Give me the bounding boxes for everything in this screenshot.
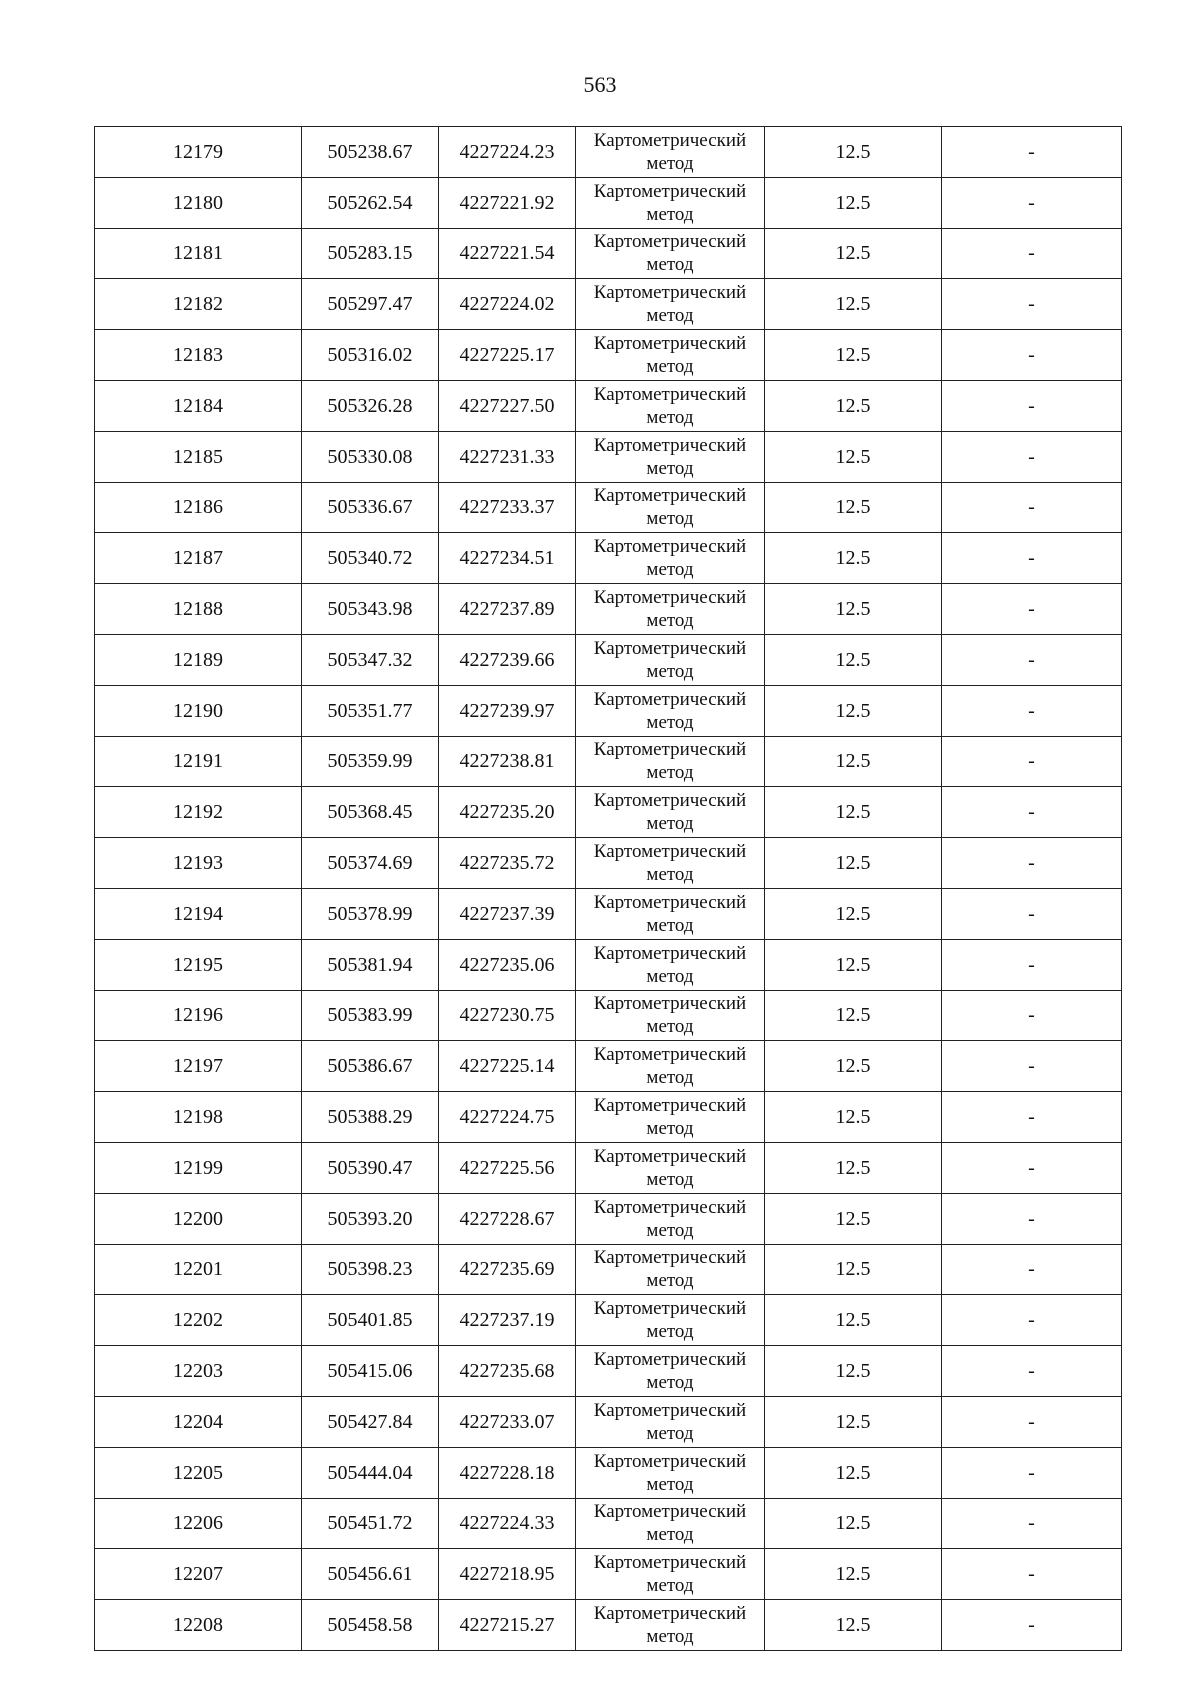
x-coordinate-cell: 505340.72: [302, 533, 439, 584]
method-line-1: Картометрический: [593, 1501, 747, 1523]
method-line-1: Картометрический: [593, 383, 747, 405]
accuracy-cell: 12.5: [765, 127, 942, 178]
point-number-cell: 12183: [95, 330, 302, 381]
table-row: [95, 1041, 1122, 1092]
method-line-2: метод: [646, 711, 694, 733]
point-number-cell: 12179: [95, 127, 302, 178]
method-cell: [576, 1244, 765, 1295]
y-coordinate-cell: 4227234.51: [439, 533, 576, 584]
table-row: [95, 838, 1122, 889]
y-coordinate-cell: 4227225.14: [439, 1041, 576, 1092]
method-line-1: Картометрический: [593, 1552, 747, 1574]
y-coordinate-cell: 4227238.81: [439, 736, 576, 787]
method-cell: [576, 177, 765, 228]
x-coordinate-cell: 505388.29: [302, 1092, 439, 1143]
method-line-1: Картометрический: [593, 485, 747, 507]
x-coordinate-cell: 505381.94: [302, 939, 439, 990]
accuracy-cell: 12.5: [765, 1142, 942, 1193]
method-line-2: метод: [646, 914, 694, 936]
x-coordinate-cell: 505326.28: [302, 380, 439, 431]
note-cell: -: [942, 127, 1122, 178]
note-cell: -: [942, 1244, 1122, 1295]
note-cell: -: [942, 1396, 1122, 1447]
point-number-cell: 12201: [95, 1244, 302, 1295]
x-coordinate-cell: 505330.08: [302, 431, 439, 482]
method-line-2: метод: [646, 254, 694, 276]
accuracy-cell: 12.5: [765, 1041, 942, 1092]
note-cell: -: [942, 1041, 1122, 1092]
method-cell: [576, 1295, 765, 1346]
table-row: [95, 279, 1122, 330]
accuracy-cell: 12.5: [765, 584, 942, 635]
y-coordinate-cell: 4227239.66: [439, 634, 576, 685]
accuracy-cell: 12.5: [765, 1193, 942, 1244]
table-row: [95, 228, 1122, 279]
point-number-cell: 12197: [95, 1041, 302, 1092]
method-line-2: метод: [646, 1118, 694, 1140]
method-line-2: метод: [646, 559, 694, 581]
table-row: [95, 380, 1122, 431]
table-row: [95, 736, 1122, 787]
method-cell: [576, 1396, 765, 1447]
method-cell: [576, 1041, 765, 1092]
method-line-1: Картометрический: [593, 1095, 747, 1117]
point-number-cell: 12188: [95, 584, 302, 635]
x-coordinate-cell: 505444.04: [302, 1447, 439, 1498]
y-coordinate-cell: 4227218.95: [439, 1549, 576, 1600]
y-coordinate-cell: 4227227.50: [439, 380, 576, 431]
method-cell: [576, 1092, 765, 1143]
y-coordinate-cell: 4227237.89: [439, 584, 576, 635]
x-coordinate-cell: 505398.23: [302, 1244, 439, 1295]
y-coordinate-cell: 4227237.39: [439, 888, 576, 939]
accuracy-cell: 12.5: [765, 990, 942, 1041]
method-cell: [576, 685, 765, 736]
point-number-cell: 12181: [95, 228, 302, 279]
accuracy-cell: 12.5: [765, 1396, 942, 1447]
y-coordinate-cell: 4227235.72: [439, 838, 576, 889]
method-line-1: Картометрический: [593, 891, 747, 913]
table-row: [95, 634, 1122, 685]
method-cell: [576, 330, 765, 381]
x-coordinate-cell: 505458.58: [302, 1600, 439, 1651]
point-number-cell: 12191: [95, 736, 302, 787]
note-cell: -: [942, 1549, 1122, 1600]
y-coordinate-cell: 4227224.33: [439, 1498, 576, 1549]
point-number-cell: 12205: [95, 1447, 302, 1498]
x-coordinate-cell: 505427.84: [302, 1396, 439, 1447]
method-cell: [576, 1193, 765, 1244]
note-cell: -: [942, 736, 1122, 787]
x-coordinate-cell: 505415.06: [302, 1346, 439, 1397]
accuracy-cell: 12.5: [765, 939, 942, 990]
x-coordinate-cell: 505393.20: [302, 1193, 439, 1244]
point-number-cell: 12196: [95, 990, 302, 1041]
y-coordinate-cell: 4227237.19: [439, 1295, 576, 1346]
method-line-1: Картометрический: [593, 1145, 747, 1167]
note-cell: -: [942, 177, 1122, 228]
table-row: [95, 1092, 1122, 1143]
method-line-1: Картометрический: [593, 1603, 747, 1624]
note-cell: -: [942, 279, 1122, 330]
y-coordinate-cell: 4227228.67: [439, 1193, 576, 1244]
note-cell: -: [942, 1092, 1122, 1143]
table-row: [95, 787, 1122, 838]
note-cell: -: [942, 228, 1122, 279]
accuracy-cell: 12.5: [765, 1092, 942, 1143]
method-cell: [576, 279, 765, 330]
table-row: [95, 1295, 1122, 1346]
point-number-cell: 12192: [95, 787, 302, 838]
method-line-2: метод: [646, 305, 694, 327]
x-coordinate-cell: 505297.47: [302, 279, 439, 330]
method-line-1: Картометрический: [593, 1349, 747, 1371]
note-cell: -: [942, 939, 1122, 990]
page-number: 563: [583, 72, 617, 97]
y-coordinate-cell: 4227225.56: [439, 1142, 576, 1193]
method-line-1: Картометрический: [593, 637, 747, 659]
method-line-2: метод: [646, 1473, 694, 1495]
point-number-cell: 12187: [95, 533, 302, 584]
method-cell: [576, 939, 765, 990]
note-cell: -: [942, 533, 1122, 584]
note-cell: -: [942, 380, 1122, 431]
y-coordinate-cell: 4227225.17: [439, 330, 576, 381]
accuracy-cell: 12.5: [765, 431, 942, 482]
method-line-1: Картометрический: [593, 129, 747, 151]
x-coordinate-cell: 505316.02: [302, 330, 439, 381]
method-line-2: метод: [646, 203, 694, 225]
note-cell: -: [942, 584, 1122, 635]
x-coordinate-cell: 505283.15: [302, 228, 439, 279]
method-cell: [576, 127, 765, 178]
method-line-2: метод: [646, 610, 694, 632]
y-coordinate-cell: 4227221.54: [439, 228, 576, 279]
y-coordinate-cell: 4227228.18: [439, 1447, 576, 1498]
note-cell: -: [942, 1142, 1122, 1193]
method-line-2: метод: [646, 152, 694, 174]
x-coordinate-cell: 505347.32: [302, 634, 439, 685]
method-cell: [576, 838, 765, 889]
point-number-cell: 12202: [95, 1295, 302, 1346]
note-cell: -: [942, 1193, 1122, 1244]
point-number-cell: 12180: [95, 177, 302, 228]
table-row: [95, 127, 1122, 178]
point-number-cell: 12189: [95, 634, 302, 685]
table-body: [95, 127, 1122, 1651]
table-row: [95, 888, 1122, 939]
table-row: [95, 584, 1122, 635]
method-line-2: метод: [646, 1524, 694, 1546]
method-cell: [576, 787, 765, 838]
method-line-2: метод: [646, 762, 694, 784]
point-number-cell: 12198: [95, 1092, 302, 1143]
method-line-1: Картометрический: [593, 790, 747, 812]
accuracy-cell: 12.5: [765, 1447, 942, 1498]
note-cell: -: [942, 838, 1122, 889]
x-coordinate-cell: 505374.69: [302, 838, 439, 889]
accuracy-cell: 12.5: [765, 787, 942, 838]
y-coordinate-cell: 4227221.92: [439, 177, 576, 228]
x-coordinate-cell: 505343.98: [302, 584, 439, 635]
y-coordinate-cell: 4227224.02: [439, 279, 576, 330]
method-cell: [576, 431, 765, 482]
accuracy-cell: 12.5: [765, 838, 942, 889]
note-cell: -: [942, 634, 1122, 685]
table-row: [95, 177, 1122, 228]
accuracy-cell: 12.5: [765, 228, 942, 279]
table-row: [95, 939, 1122, 990]
method-line-1: Картометрический: [593, 1247, 747, 1269]
point-number-cell: 12206: [95, 1498, 302, 1549]
method-cell: [576, 1447, 765, 1498]
method-line-2: метод: [646, 508, 694, 530]
y-coordinate-cell: 4227235.06: [439, 939, 576, 990]
method-line-2: метод: [646, 864, 694, 886]
point-number-cell: 12203: [95, 1346, 302, 1397]
x-coordinate-cell: 505336.67: [302, 482, 439, 533]
method-cell: [576, 380, 765, 431]
accuracy-cell: 12.5: [765, 736, 942, 787]
table-row: [95, 1142, 1122, 1193]
method-line-1: Картометрический: [593, 1450, 747, 1472]
method-line-1: Картометрический: [593, 587, 747, 609]
note-cell: -: [942, 990, 1122, 1041]
note-cell: -: [942, 330, 1122, 381]
table-row: [95, 533, 1122, 584]
y-coordinate-cell: 4227231.33: [439, 431, 576, 482]
x-coordinate-cell: 505238.67: [302, 127, 439, 178]
point-number-cell: 12184: [95, 380, 302, 431]
method-line-1: Картометрический: [593, 282, 747, 304]
point-number-cell: 12204: [95, 1396, 302, 1447]
method-line-2: метод: [646, 1168, 694, 1190]
method-line-2: метод: [646, 356, 694, 378]
table-row: [95, 1447, 1122, 1498]
point-number-cell: 12182: [95, 279, 302, 330]
accuracy-cell: 12.5: [765, 330, 942, 381]
method-line-2: метод: [646, 1321, 694, 1343]
method-line-2: метод: [646, 1067, 694, 1089]
method-line-1: Картометрический: [593, 942, 747, 964]
accuracy-cell: 12.5: [765, 1498, 942, 1549]
method-line-1: Картометрический: [593, 333, 747, 355]
method-cell: [576, 736, 765, 787]
method-line-2: метод: [646, 813, 694, 835]
method-line-2: метод: [646, 1626, 694, 1647]
method-line-1: Картометрический: [593, 231, 747, 253]
note-cell: -: [942, 1295, 1122, 1346]
accuracy-cell: 12.5: [765, 279, 942, 330]
y-coordinate-cell: 4227230.75: [439, 990, 576, 1041]
x-coordinate-cell: 505386.67: [302, 1041, 439, 1092]
table-row: [95, 1549, 1122, 1600]
y-coordinate-cell: 4227233.07: [439, 1396, 576, 1447]
x-coordinate-cell: 505390.47: [302, 1142, 439, 1193]
accuracy-cell: 12.5: [765, 1244, 942, 1295]
method-line-2: метод: [646, 660, 694, 682]
note-cell: -: [942, 482, 1122, 533]
table-row: [95, 990, 1122, 1041]
table-row: [95, 482, 1122, 533]
method-line-2: метод: [646, 1219, 694, 1241]
accuracy-cell: 12.5: [765, 482, 942, 533]
y-coordinate-cell: 4227235.20: [439, 787, 576, 838]
method-line-1: Картометрический: [593, 1399, 747, 1421]
point-number-cell: 12207: [95, 1549, 302, 1600]
coordinates-table: [94, 126, 1122, 1651]
note-cell: -: [942, 787, 1122, 838]
method-cell: [576, 1600, 765, 1651]
method-cell: [576, 1346, 765, 1397]
table-row: [95, 685, 1122, 736]
x-coordinate-cell: 505451.72: [302, 1498, 439, 1549]
note-cell: -: [942, 1498, 1122, 1549]
method-line-1: Картометрический: [593, 434, 747, 456]
table-row: [95, 330, 1122, 381]
point-number-cell: 12200: [95, 1193, 302, 1244]
table-row: [95, 1600, 1122, 1651]
y-coordinate-cell: 4227235.68: [439, 1346, 576, 1397]
accuracy-cell: 12.5: [765, 177, 942, 228]
note-cell: -: [942, 1346, 1122, 1397]
table-row: [95, 1244, 1122, 1295]
method-line-1: Картометрический: [593, 841, 747, 863]
accuracy-cell: 12.5: [765, 1549, 942, 1600]
accuracy-cell: 12.5: [765, 685, 942, 736]
method-line-2: метод: [646, 1270, 694, 1292]
method-cell: [576, 1498, 765, 1549]
y-coordinate-cell: 4227224.23: [439, 127, 576, 178]
method-cell: [576, 533, 765, 584]
point-number-cell: 12208: [95, 1600, 302, 1651]
table-row: [95, 1193, 1122, 1244]
x-coordinate-cell: 505359.99: [302, 736, 439, 787]
method-line-2: метод: [646, 1422, 694, 1444]
note-cell: -: [942, 685, 1122, 736]
method-line-1: Картометрический: [593, 1298, 747, 1320]
accuracy-cell: 12.5: [765, 888, 942, 939]
method-line-2: метод: [646, 406, 694, 428]
method-cell: [576, 584, 765, 635]
note-cell: -: [942, 1447, 1122, 1498]
method-cell: [576, 228, 765, 279]
note-cell: -: [942, 1600, 1122, 1651]
y-coordinate-cell: 4227224.75: [439, 1092, 576, 1143]
method-line-1: Картометрический: [593, 1196, 747, 1218]
table-row: [95, 1396, 1122, 1447]
table-row: [95, 1346, 1122, 1397]
method-line-2: метод: [646, 965, 694, 987]
x-coordinate-cell: 505368.45: [302, 787, 439, 838]
accuracy-cell: 12.5: [765, 634, 942, 685]
note-cell: -: [942, 888, 1122, 939]
x-coordinate-cell: 505383.99: [302, 990, 439, 1041]
x-coordinate-cell: 505378.99: [302, 888, 439, 939]
y-coordinate-cell: 4227235.69: [439, 1244, 576, 1295]
x-coordinate-cell: 505401.85: [302, 1295, 439, 1346]
accuracy-cell: 12.5: [765, 1600, 942, 1651]
point-number-cell: 12194: [95, 888, 302, 939]
method-line-1: Картометрический: [593, 536, 747, 558]
point-number-cell: 12195: [95, 939, 302, 990]
method-cell: [576, 634, 765, 685]
method-line-1: Картометрический: [593, 993, 747, 1015]
table-row: [95, 1498, 1122, 1549]
method-line-1: Картометрический: [593, 180, 747, 202]
point-number-cell: 12193: [95, 838, 302, 889]
method-line-2: метод: [646, 1372, 694, 1394]
note-cell: -: [942, 431, 1122, 482]
method-cell: [576, 482, 765, 533]
accuracy-cell: 12.5: [765, 533, 942, 584]
point-number-cell: 12190: [95, 685, 302, 736]
point-number-cell: 12186: [95, 482, 302, 533]
method-cell: [576, 888, 765, 939]
table-row: [95, 431, 1122, 482]
accuracy-cell: 12.5: [765, 1346, 942, 1397]
method-line-2: метод: [646, 1575, 694, 1597]
x-coordinate-cell: 505262.54: [302, 177, 439, 228]
method-cell: [576, 990, 765, 1041]
accuracy-cell: 12.5: [765, 1295, 942, 1346]
method-line-2: метод: [646, 457, 694, 479]
x-coordinate-cell: 505456.61: [302, 1549, 439, 1600]
method-line-1: Картометрический: [593, 1044, 747, 1066]
point-number-cell: 12185: [95, 431, 302, 482]
method-line-1: Картометрический: [593, 688, 747, 710]
y-coordinate-cell: 4227233.37: [439, 482, 576, 533]
y-coordinate-cell: 4227215.27: [439, 1600, 576, 1651]
method-line-1: Картометрический: [593, 739, 747, 761]
method-line-2: метод: [646, 1016, 694, 1038]
y-coordinate-cell: 4227239.97: [439, 685, 576, 736]
point-number-cell: 12199: [95, 1142, 302, 1193]
x-coordinate-cell: 505351.77: [302, 685, 439, 736]
method-cell: [576, 1549, 765, 1600]
accuracy-cell: 12.5: [765, 380, 942, 431]
method-cell: [576, 1142, 765, 1193]
